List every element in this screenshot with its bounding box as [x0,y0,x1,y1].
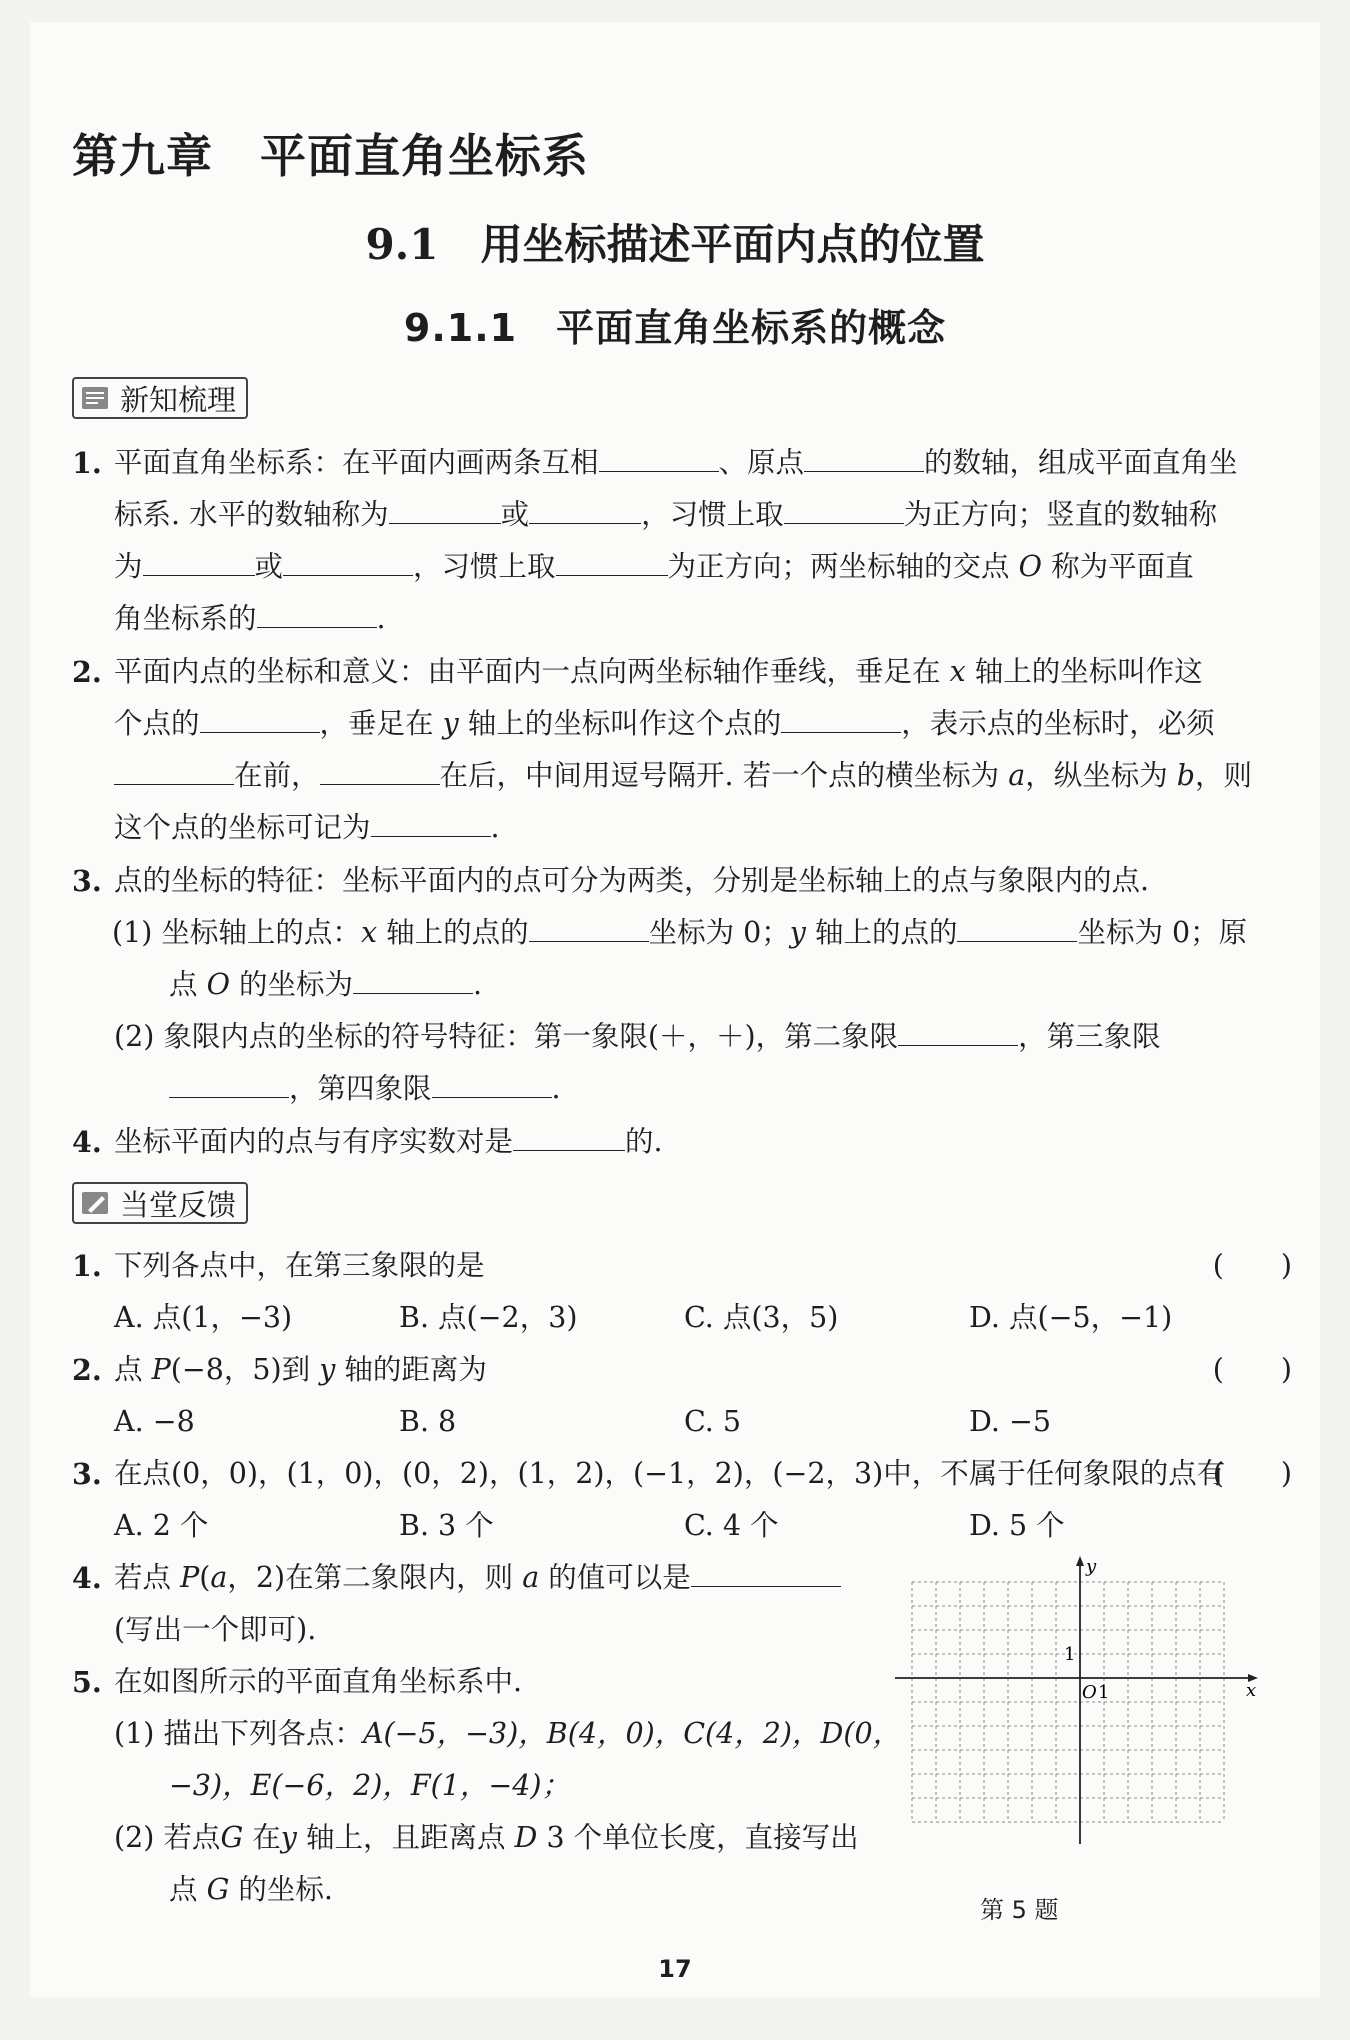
text: ，则 [1195,759,1253,792]
text: 在如图所示的平面直角坐标系中. [114,1665,523,1698]
option-b[interactable]: B. 8 [399,1405,457,1438]
answer-blank[interactable] [200,702,320,733]
text: 点 [169,968,198,1001]
math-var: O [206,968,230,1001]
math-var: a [1008,759,1026,792]
answer-blank[interactable] [957,911,1077,942]
chapter-title: 第九章 平面直角坐标系 [72,129,589,183]
y-axis-label: y [1086,1556,1097,1577]
text: (写出一个即可). [114,1613,317,1646]
text: ( [199,1561,211,1594]
text: 或 [500,498,530,531]
figure-caption: 第 5 题 [980,1896,1059,1924]
question-number: 4. [72,1125,102,1159]
answer-blank[interactable] [371,806,491,837]
text: (1) 描出下列各点： [114,1717,363,1750]
y-unit-label: 1 [1064,1644,1076,1665]
answer-blank[interactable] [513,1120,625,1151]
new-knowledge-label: 新知梳理 [120,382,237,417]
answer-blank[interactable] [599,441,719,472]
origin-label: O [1082,1682,1097,1703]
text: 在后，中间用逗号隔开. 若一个点的横坐标为 [439,759,1000,792]
text: . [551,1072,561,1105]
section-title: 9.1 用坐标描述平面内点的位置 [365,220,985,269]
text: (2) 象限内点的坐标的符号特征：第一象限(＋，＋)，第二象限 [114,1020,899,1053]
question-number: 5. [72,1665,102,1699]
text: 为 [114,550,143,583]
point-list: A(−5，−3)，B(4，0)，C(4，2)，D(0， [362,1717,902,1750]
question-number: 4. [72,1561,102,1595]
text: ，2)在第二象限内，则 [227,1561,514,1594]
text: 为正方向；竖直的数轴称 [903,498,1218,531]
answer-blank[interactable] [691,1556,841,1587]
answer-blank[interactable] [169,1067,289,1098]
text: ，第三象限 [1018,1020,1161,1053]
feedback-question-4 [72,1552,892,1656]
text: (1) 坐标轴上的点： [112,916,361,949]
answer-blank[interactable] [432,1067,552,1098]
knowledge-question-3 [72,855,1292,1115]
text: 或 [254,550,284,583]
text: ，第四象限 [289,1072,432,1105]
option-a[interactable]: A. 点(1，−3) [114,1301,293,1334]
math-var: P [151,1353,171,1386]
feedback-question-1 [72,1240,1292,1344]
text: 点的坐标的特征：坐标平面内的点可分为两类，分别是坐标轴上的点与象限内的点. [114,864,1150,897]
answer-paren[interactable]: ( ) [1212,1457,1292,1490]
answer-blank[interactable] [781,702,901,733]
text: 的坐标为 [239,968,354,1001]
option-d[interactable]: D. 5 个 [969,1509,1065,1542]
math-var: O [1018,550,1042,583]
text: 在 [252,1821,281,1854]
feedback-tag [72,1182,248,1224]
text: 轴上的坐标叫作这 [974,655,1203,688]
text: 若点 [114,1561,172,1594]
option-c[interactable]: C. 点(3，5) [684,1301,839,1334]
answer-blank[interactable] [114,754,234,785]
answer-blank[interactable] [556,545,668,576]
knowledge-question-2 [72,646,1292,854]
question-number: 1. [72,1249,102,1283]
text: . [473,968,483,1001]
x-axis-label: x [1246,1680,1257,1701]
text: 为正方向；两坐标轴的交点 [667,550,1010,583]
answer-blank[interactable] [784,493,904,524]
answer-paren[interactable]: ( ) [1212,1249,1292,1282]
text: 平面直角坐标系：在平面内画两条互相 [114,446,599,479]
text: 的数轴，组成平面直角坐 [924,446,1238,479]
feedback-question-2 [72,1344,1292,1448]
text: 坐标平面内的点与有序实数对是 [114,1125,514,1158]
question-number: 1. [72,446,102,480]
option-a[interactable]: A. −8 [114,1405,195,1438]
answer-blank[interactable] [389,493,501,524]
y-axis-arrow [1076,1556,1084,1566]
answer-blank[interactable] [529,493,641,524]
question-number: 2. [72,1353,102,1387]
answer-blank[interactable] [143,545,255,576]
text: 这个点的坐标可记为 [114,811,371,844]
option-b[interactable]: B. 3 个 [399,1509,494,1542]
text: 坐标为 0； [648,916,790,949]
pencil-icon [80,1188,112,1218]
text: 点 [114,1353,143,1386]
feedback-label: 当堂反馈 [120,1187,237,1222]
math-var: y [319,1353,336,1386]
text: 下列各点中，在第三象限的是 [114,1249,485,1282]
text: 平面内点的坐标和意义：由平面内一点向两坐标轴作垂线，垂足在 [114,655,941,688]
option-b[interactable]: B. 点(−2，3) [399,1301,578,1334]
math-var: y [442,707,459,740]
text: ，纵坐标为 [1025,759,1168,792]
answer-blank[interactable] [804,441,924,472]
answer-blank[interactable] [257,597,377,628]
text: . [490,811,500,844]
answer-blank[interactable] [320,754,440,785]
math-var: a [210,1561,228,1594]
book-icon [80,383,112,413]
option-d[interactable]: D. −5 [969,1405,1051,1438]
option-c[interactable]: C. 5 [684,1405,742,1438]
text: (2) 若点 [114,1821,221,1854]
math-var: G [206,1873,230,1906]
text: 、原点 [718,446,805,479]
subsection-title: 9.1.1 平面直角坐标系的概念 [403,306,947,350]
text: ，表示点的坐标时，必须 [901,707,1215,740]
option-d[interactable]: D. 点(−5，−1) [969,1301,1173,1334]
point-list: −3)，E(−6，2)，F(1，−4)； [169,1769,570,1802]
knowledge-question-4 [72,1116,1292,1168]
text: 个点的 [114,707,200,740]
text: ，习惯上取 [641,498,784,531]
text: (−8，5)到 [170,1353,311,1386]
math-var: P [180,1561,200,1594]
text: ，习惯上取 [413,550,556,583]
option-a[interactable]: A. 2 个 [114,1509,209,1542]
text: 轴上的点的 [386,916,529,949]
answer-paren[interactable]: ( ) [1212,1353,1292,1386]
math-var: a [522,1561,540,1594]
text: 称为平面直 [1051,550,1194,583]
question-number: 2. [72,655,102,689]
text: . [376,602,386,635]
text: 在点(0，0)，(1，0)，(0，2)，(1，2)，(−1，2)，(−2，3)中，不属于任何象限的点有 [114,1457,1226,1490]
math-var: x [360,916,378,949]
answer-blank[interactable] [898,1015,1018,1046]
answer-blank[interactable] [283,545,413,576]
text: 轴的距离为 [344,1353,487,1386]
answer-blank[interactable] [353,963,473,994]
math-var: G [220,1821,244,1854]
coordinate-grid-figure [895,1530,1275,1870]
text: 的坐标. [238,1873,333,1906]
new-knowledge-tag [72,377,248,419]
coordinate-grid [895,1530,1275,1870]
page-number: 17 [658,1955,692,1983]
math-var: y [789,916,806,949]
math-var: x [949,655,966,688]
knowledge-question-1 [72,437,1292,645]
option-c[interactable]: C. 4 个 [684,1509,779,1542]
text: 标系. 水平的数轴称为 [114,498,389,531]
text: 角坐标系的 [114,602,257,635]
text: 点 [169,1873,198,1906]
math-var: y [280,1821,297,1854]
text: ，垂足在 [319,707,434,740]
text: 的. [625,1125,663,1158]
text: 的值可以是 [548,1561,691,1594]
math-var: D [514,1821,538,1854]
worksheet-page [30,22,1320,1997]
answer-blank[interactable] [529,911,649,942]
feedback-question-5 [72,1656,902,1916]
text: 轴上的点的 [814,916,958,949]
math-var: b [1176,759,1196,792]
text: 坐标为 0；原 [1077,916,1248,949]
question-number: 3. [72,1457,102,1491]
text: 在前， [234,759,320,792]
x-unit-label: 1 [1098,1682,1110,1703]
text: 轴上的坐标叫作这个点的 [467,707,782,740]
text: 轴上，且距离点 [305,1821,506,1854]
text: 3 个单位长度，直接写出 [546,1821,859,1854]
question-number: 3. [72,864,102,898]
